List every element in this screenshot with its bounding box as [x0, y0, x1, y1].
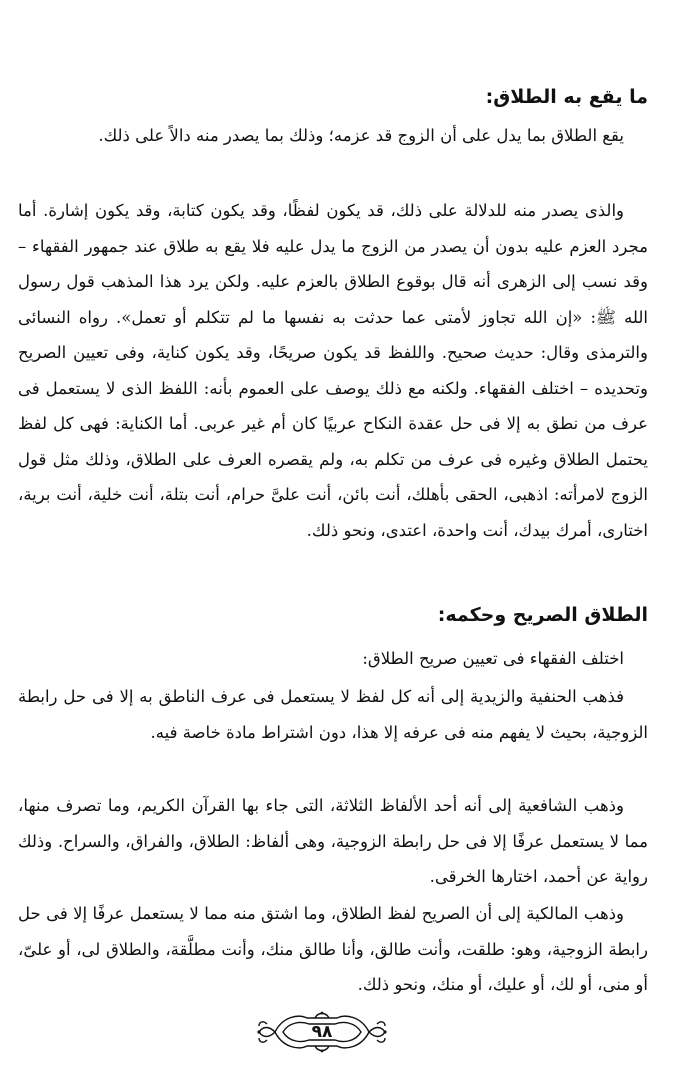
- paragraph-divorce-expression: والذى يصدر منه للدلالة على ذلك، قد يكون لفظًا، وقد يكون كتابة، وقد يكون إشارة. أما مجرد العزم عليه بدون أن يصدر من الزوج ما يدل عليه فلا يقع به طلاق عند جمهور الفقهاء – وقد نسب إلى الزهرى أنه قال بوقوع الطلاق بالعزم عليه. ولكن يرد هذا المذهب قول رسول الله ﷺ: «إن الله تجاوز لأمتى عما حدثت به نفسها ما لم تتكلم أو تعمل». رواه النسائى والترمذى وقال: حديث صحيح. واللفظ قد يكون صريحًا، وقد يكون كناية، وفى تعيين الصريح وتحديده – اختلف الفقهاء. ولكنه مع ذلك يوصف على العموم بأنه: اللفظ الذى لا يستعمل فى عرف من نطق به إلا فى حل عقدة النكاح عربيًا كان أم غير عربى. أما الكناية: فهى كل لفظ يحتمل الطلاق وغيره فى عرف من تكلم به، ولم يقصره العرف على الطلاق، وذلك مثل قول الزوج لامرأته: اذهبى، الحقى بأهلك، أنت بائن، أنت علىَّ حرام، أنت بتلة، أنت خلية، أنت برية، اختارى، أمرك بيدك، أنت واحدة، اعتدى، ونحو ذلك.: [18, 201, 648, 540]
- section-heading-explicit-divorce: الطلاق الصريح وحكمه:: [437, 604, 648, 626]
- paragraph-jurists-disagreement: اختلف الفقهاء فى تعيين صريح الطلاق:: [362, 649, 624, 668]
- paragraph-shafii-view: وذهب الشافعية إلى أنه أحد الألفاظ الثلاثة، التى جاء بها القرآن الكريم، وما تصرف منها، مما لا يستعمل عرفًا إلا فى حل رابطة الزوجية، وهى ألفاظ: الطلاق، والفراق، والسراح. وذلك رواية عن أحمد، اختارها الخرقى.: [18, 796, 648, 886]
- paragraph-divorce-intent: يقع الطلاق بما يدل على أن الزوج قد عزمه؛ وذلك بما يصدر منه دالاً على ذلك.: [98, 126, 624, 145]
- paragraph-maliki-view: وذهب المالكية إلى أن الصريح لفظ الطلاق، وما اشتق منه مما لا يستعمل عرفًا إلا فى حل رابطة الزوجية، وهو: طلقت، وأنت طالق، وأنا طالق منك، وأنت مطلَّقة، والطلاق لى، أو علىّ، أو منى، أو لك، أو عليك، أو منك، ونحو ذلك.: [18, 904, 648, 994]
- page-number-ornament: [255, 1010, 389, 1054]
- page-number: ٩٨: [311, 1022, 333, 1042]
- section-heading-what-causes-divorce: ما يقع به الطلاق:: [485, 86, 648, 108]
- paragraph-hanafi-view: فذهب الحنفية والزيدية إلى أنه كل لفظ لا يستعمل فى عرف الناطق به إلا فى حل رابطة الزوجية، بحيث لا يفهم منه فى عرفه إلا هذا، دون اشتراط مادة خاصة فيه.: [18, 687, 648, 742]
